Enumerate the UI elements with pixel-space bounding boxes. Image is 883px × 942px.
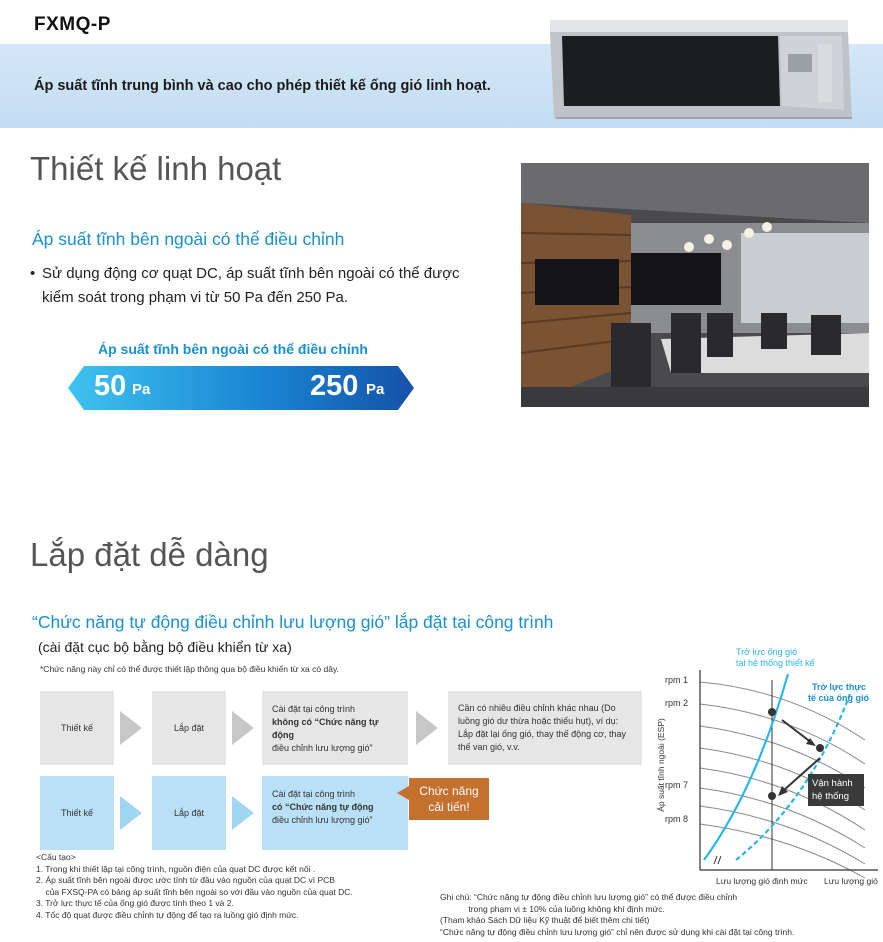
actual-label-1: Trở lực thực [812,682,866,692]
y-axis-label: Áp suất tĩnh ngoài (ESP) [655,718,666,812]
flow1-arrow-1 [120,711,142,745]
note-line: <Cấu tạo> [36,852,76,862]
bullet-text [30,262,490,310]
rpm2-label: rpm 2 [665,698,689,708]
remark-line: “Chức năng tự động điều chỉnh lưu lượng gió” chỉ nên được sử dụng khi cài đặt tại công trình. [440,926,795,937]
rpm8-label: rpm 8 [665,814,689,824]
actual-label-2: tế của ống gió [808,693,870,703]
bullet-body: Sử dụng động cơ quạt DC, áp suất tĩnh bên ngoài có thể được kiểm soát trong phạm vi từ 50 Pa đến 250 Pa. [42,265,460,306]
operation-point [768,792,776,800]
actual-point [816,744,824,752]
ducted-unit-image [548,14,854,120]
range-min-value: 50 [94,370,127,402]
remark-line: Ghi chú: “Chức năng tự động điều chỉnh lưu lượng gió” có thể được điều chỉnh [440,892,738,902]
note-line: 1. Trong khi thiết lập tại công trình, nguồn điện của quạt DC được kết nối . [36,863,316,874]
x-axis-label: Lưu lượng gió [824,876,878,886]
remark-notes [440,892,794,938]
flow2-arrow-1 [120,796,142,830]
section-easy-install-title: Lắp đặt dễ dàng [30,536,269,573]
operation-label-2: hệ thống [812,791,849,802]
flow1-site-line1: Cài đặt tại công trình [272,704,356,714]
section-easy-install-subtitle2: (cài đặt cục bộ bằng bộ điều khiển từ xa) [38,639,292,655]
flow2-install-step: Lắp đặt [152,776,226,850]
axis-break [714,856,721,864]
flow1-site-line2: không có “Chức năng tự động [272,717,379,740]
header-subtitle: Áp suất tĩnh trung bình và cao cho phép thiết kế ống gió linh hoạt. [34,78,491,94]
flow1-install-step: Lắp đặt [152,691,226,765]
improved-function-badge [409,778,489,820]
design-label-2: tại hệ thống thiết kế [736,658,815,668]
flow1-arrow-2 [232,711,254,745]
flow1-site-line3: điều chỉnh lưu lượng gió” [272,743,373,753]
note-line: 4. Tốc độ quạt được điều chỉnh tự động để tạo ra luồng gió định mức. [36,909,299,920]
flow2-site-line2: có “Chức năng tự động [272,802,374,812]
badge-pointer [397,786,409,800]
flow2-arrow-2 [232,796,254,830]
section-easy-install-subtitle: “Chức năng tự động điều chỉnh lưu lượng gió” lắp đặt tại công trình [32,612,554,632]
range-min-unit: Pa [132,381,151,398]
model-title: FXMQ-P [34,14,111,35]
rpm-curve-2 [700,704,865,764]
remark-line: trong phạm vi ± 10% của luồng không khí định mức. [440,903,665,914]
flow1-result: Cần có nhiều điều chỉnh khác nhau (Do luồng gió dư thừa hoặc thiếu hụt), ví dụ: Lắp đặt lại ống gió, thay thế động cơ, thay thế van gió, v.v. [448,691,642,765]
design-label-1: Trở lực ống gió [736,647,798,657]
structure-notes [36,852,353,921]
rpm7-label: rpm 7 [665,780,689,790]
flow1-arrow-3 [416,711,438,745]
range-title: Áp suất tĩnh bên ngoài có thể điều chỉnh [98,341,368,357]
graph-svg [660,640,883,890]
bullet-mark: • [30,265,36,282]
airflow-resistance-graph [655,640,883,890]
shift-arrow [782,720,812,743]
range-max-value: 250 [310,370,359,402]
rpm1-label: rpm 1 [665,675,689,685]
flow1-site-setting-step [262,691,408,765]
section-flexible-design-title: Thiết kế linh hoạt [30,150,282,187]
flow2-site-line3: điều chỉnh lưu lượng gió” [272,815,373,825]
design-point [768,708,776,716]
x-rated-label: Lưu lượng gió định mức [716,876,808,886]
badge-line1: Chức năng [419,784,479,798]
badge-line2: cải tiến! [428,800,470,814]
flow2-design-step: Thiết kế [40,776,114,850]
remark-line: (Tham khảo Sách Dữ liệu Kỹ thuật để biết thêm chi tiết) [440,915,650,925]
flow1-design-step: Thiết kế [40,691,114,765]
note-line: 3. Trở lực thực tế của ống gió được tính theo 1 và 2. [36,898,234,908]
flow2-site-line1: Cài đặt tại công trình [272,789,356,799]
remote-note: *Chức năng này chỉ có thể được thiết lập thông qua bộ điều khiển từ xa có dây. [40,664,339,674]
flow2-site-setting-step [262,776,408,850]
meeting-room-photo [521,163,869,407]
note-line: của FXSQ-PA có bảng áp suất tĩnh bên ngoài so với đầu vào nguồn của quạt DC. [36,886,353,897]
operation-label-1: Vận hành [812,778,853,789]
section-flexible-design-subtitle: Áp suất tĩnh bên ngoài có thể điều chỉnh [32,229,345,249]
note-line: 2. Áp suất tĩnh bên ngoài được ước tính từ đầu vào nguồn của quạt DC vì PCB [36,875,335,885]
range-max-unit: Pa [366,381,385,398]
